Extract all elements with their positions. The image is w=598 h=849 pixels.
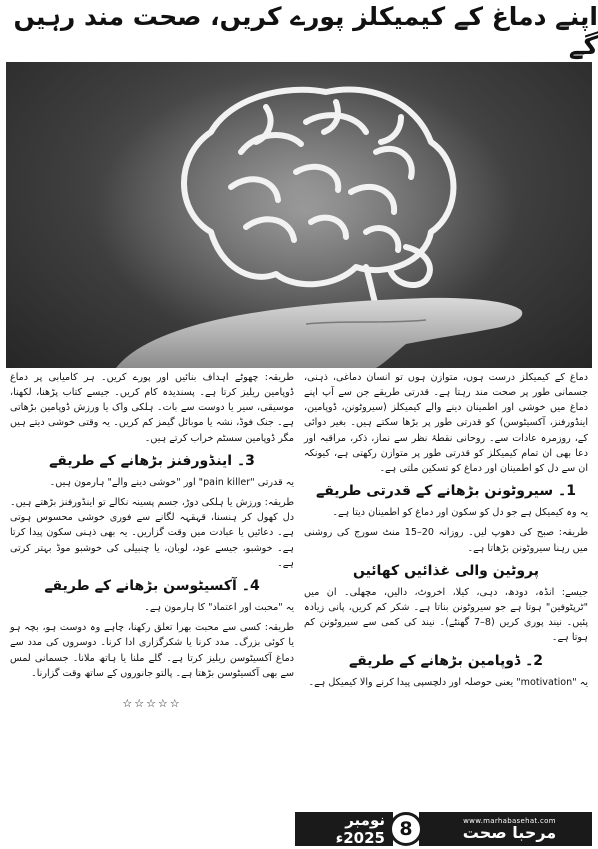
page-footer [295, 812, 592, 846]
page-number: 8 [389, 812, 423, 846]
serotonin-paragraph-2: طریقہ: صبح کی دھوپ لیں۔ روزانہ 20–15 منٹ سورج کی روشنی میں رہنا سیروٹونن بڑھاتا ہے۔ [304, 527, 588, 554]
dopamine-methods-paragraph: طریقہ: چھوٹے اہداف بنائیں اور پورے کریں۔ ہر کامیابی پر دماغ ڈوپامین ریلیز کرتا ہے۔ پسندیدہ کام کریں۔ جیسے کتاب پڑھنا، لکھنا، موسیقی، سیر یا دوست سے بات۔ ہلکی واک یا ورزش ڈوپامین بڑھاتی ہے۔ جنک فوڈ، نشہ یا موبائل گیمز کم کریں۔ یہ وقتی خوشی دیتے ہیں مگر ڈوپامین سسٹم خراب کرتے ہیں۔ [10, 372, 294, 444]
section-title-oxytocin: 4۔ آکسیٹوسن بڑھانے کے طریقے [44, 577, 260, 594]
brain-illustration [6, 62, 592, 368]
hero-image-brain-on-hand [6, 62, 592, 368]
endorphins-paragraph-1: یہ قدرتی "pain killer" اور "خوشی دینے والے" ہارمون ہیں۔ [49, 476, 294, 488]
left-column [10, 370, 294, 810]
right-column [304, 370, 588, 810]
article-headline: اپنے دماغ کے کیمیکلز پورے کریں، صحت مند رہیں گے [13, 2, 598, 60]
star-ornament-icon: ☆☆☆☆☆ [122, 696, 182, 710]
endorphins-paragraph-2: طریقہ: ورزش یا ہلکی دوڑ، جسم پسینہ نکالے تو اینڈورفنز بڑھتے ہیں۔ دل کھول کر ہنسنا، قہقہہ لگانے سے فوری خوشی محسوس ہوتی ہے۔ دعائیں یا عبادت میں وقت گزاریں۔ یہ بھی ذہنی سکون پیدا کرتا ہے۔ خوشبو، جیسے عود، لوبان، یا چنبیلی کی خوشبو موڈ بہتر کرتی ہے۔ [10, 497, 294, 569]
section-title-protein-foods: پروٹین والی غذائیں کھائیں [352, 562, 539, 579]
section-title-dopamine: 2۔ ڈوپامین بڑھانے کے طریقے [348, 652, 544, 669]
website-url: www.marhabasehat.com [463, 816, 556, 825]
article-body [10, 370, 588, 810]
issue-date: نومبر 2025ء [295, 812, 393, 846]
section-title-serotonin: 1۔ سیروٹونن بڑھانے کے قدرتی طریقے [315, 483, 576, 500]
protein-foods-paragraph: جیسے: انڈہ، دودھ، دہی، کیلا، اخروٹ، دالیں، مچھلی۔ ان میں "ٹرپٹوفین" ہوتا ہے جو سیروٹونن بناتا ہے۔ شکر کم کریں، پانی زیادہ پئیں۔ نیند پوری کریں (8–7 گھنٹے)۔ نیند کی کمی سے سیروٹونن کم ہوتا ہے۔ [304, 586, 588, 644]
oxytocin-paragraph-1: یہ "محبت اور اعتماد" کا ہارمون ہے۔ [144, 602, 294, 614]
section-title-endorphins: 3۔ اینڈورفنز بڑھانے کے طریقے [49, 452, 255, 469]
magazine-logo: مرحبا صحت [462, 822, 557, 842]
intro-paragraph: دماغ کے کیمیکلز درست ہوں، متوازن ہوں تو انسان دماغی، ذہنی، جسمانی طور پر صحت مند رہتا ہے۔ قدرتی طریقے جن سے آپ اپنے دماغ میں خوشی اور اطمینان دینے والے کیمیکلز (سیروٹونن، ڈوپامین، اینڈورفنز، آکسیٹوسن) کو قدرتی طور پر بڑھا سکتے ہیں۔ بغیر دوائی کے، روزمرہ عادات سے۔ روحانی نقطۂ نظر سے نماز، ذکر، مراقبہ اور دعا بھی ان تمام کیمیکلز کو قدرتی طور پر متوازن رکھتی ہے، کیونکہ ان سے دل کو اطمینان اور دماغ کو تسکین ملتی ہے۔ [304, 372, 588, 474]
dopamine-paragraph-1: یہ "motivation" یعنی حوصلہ اور دلچسپی پیدا کرنے والا کیمیکل ہے۔ [308, 676, 588, 688]
serotonin-paragraph-1: یہ وہ کیمیکل ہے جو دل کو سکون اور دماغ کو اطمینان دیتا ہے۔ [332, 507, 588, 519]
oxytocin-paragraph-2: طریقہ: کسی سے محبت بھرا تعلق رکھنا، چاہے وہ دوست ہو، بچہ ہو یا کوئی بزرگ۔ مدد کرنا یا شکرگزاری ادا کرنا۔ دوسروں کی مدد سے دماغ آکسیٹوسن ریلیز کرتا ہے۔ گلے ملنا یا ہاتھ ملانا۔ جسمانی لمس سے بھی آکسیٹوسن بڑھتا ہے۔ پالتو جانوروں کے ساتھ وقت گزارنا۔ [10, 622, 294, 679]
magazine-masthead [419, 812, 592, 846]
